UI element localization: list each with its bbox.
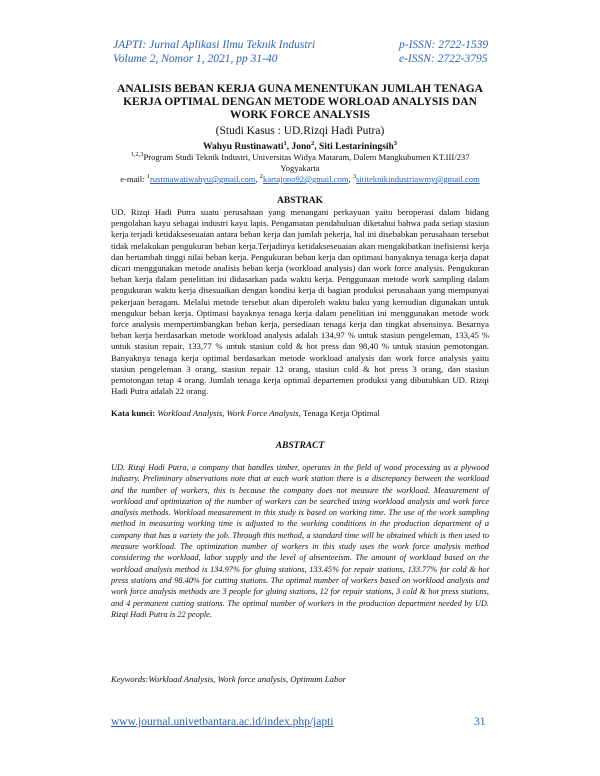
author-name: Siti Lestariningsih <box>319 142 394 153</box>
author-sup: 3 <box>393 140 397 147</box>
abstract-heading: ABSTRACT <box>275 441 325 451</box>
email-link-2[interactable]: kartajono92@gmail.com <box>263 173 349 184</box>
title-line: KERJA OPTIMAL DENGAN METODE WORLOAD ANALYSIS DAN <box>123 96 477 108</box>
journal-header-right <box>399 38 488 66</box>
kata-kunci-terms: Workload Analysis, Work Force Analysis, <box>157 408 301 418</box>
email-label: e-mail: <box>120 173 147 184</box>
journal-volume: Volume 2, Nomor 1, 2021, pp 31-40 <box>113 53 278 65</box>
case-study: (Studi Kasus : UD.Rizqi Hadi Putra) <box>215 125 385 137</box>
keywords-label: Keywords: <box>111 674 149 684</box>
email-sup: 1 <box>146 173 150 180</box>
abstrak-heading: ABSTRAK <box>277 196 323 206</box>
affiliation-city: Yogyakarta <box>280 162 320 173</box>
email-sup: 2 <box>259 173 264 180</box>
pissn: p-ISSN: 2722-1539 <box>399 39 489 51</box>
title-line: WORK FORCE ANALYSIS <box>229 109 371 121</box>
email-sup: 3 <box>352 173 357 180</box>
paper-title <box>100 83 500 122</box>
page-number: 31 <box>474 716 486 728</box>
email-line: e-mail: $^1$rustinawatiwahyu@gmail.com, $^2$kartajono92@gmail.com, $^3$sititeknikindustriawmy@gmail.com <box>120 173 480 184</box>
journal-header-left <box>113 38 315 66</box>
abstrak-body: UD. Rizqi Hadi Putra suatu perusahaan yang menangani perkayuan yaitu beroperasi dalam bidang pengolahan kayu sebagai industri kayu lapis. Pengamatan pendahuluan diketahui bahwa pada setiap stasiun kerja terjadi ketidakseseuaian antara beban kerja dan jumlah pekerja, hal ini disebabkan perusahaan tersebut tidak melakukan pengukuran beban kerja.Terjadinya ketidakseseuaian akan mengakibatkan inefisiensi kerja dan bertambah tinggi nilai beban kerja. Pengukuran beban kerja dan optimasi banyaknya tenaga kerja dapat dicari menggunakan metode analisis beban kerja (workload analysis) dan work force analysis. Pengukuran beban kerja dalam penelitian ini didasarkan pada waktu kerja. Penggunaan metode work sampling dalam pengukuran waktu kerja disesuaikan dengan kondisi kerja di bagian produksi perusahaan yang mempunyai pekerjaan beragam. Melalui metode tersebut akan diperoleh waktu baku yang kemudian digunakan untuk mengukur beban kerja. Optimasi bayaknya tenaga kerja dalam penelitian ini menggunakan metode work force analysis mempertimbangkan beban kerja, persediaan tenaga kerja dan tingkat absensinya. Besarnya beban kerja berdasarkan metode workload analysis adalah 134,97 % untuk stasiun pengeleman, 133,45 % untuk stasiun repair, 133,77 % untuk stasiun cold & hot press dan 98,40 % untuk stasiun pemotongan. Banyaknya tenaga kerja optimal berdasarkan metode workload analysis dan work force analysis yaitu stasiun pengeleman 3 orang, stasiun repair 12 orang, stasiun cold & hot press 3 orang, dan stasiun pemotongan tetap 4 orang. Jumlah tenaga kerja optimal departemen produksi yang dibutuhkan UD. Rizqi Hadi Putra adalah 22 orang. <box>111 207 489 397</box>
author-name: Jono <box>291 142 312 153</box>
author-list: Wahyu Rustinawati$^1$, Jono$^2$, Siti Lestariningsih$^3$ <box>202 140 397 153</box>
keywords <box>111 674 489 685</box>
keywords-terms: Workload Analysis, Work force analysis, Optimum Labor <box>148 674 347 684</box>
kata-kunci <box>111 408 489 419</box>
abstract-body: UD. Rizqi Hadi Putra, a company that handles timber, operates in the field of wood processing as a plywood industry. Preliminary observations note that at each work station there is a discrepancy between the workload and the number of workers, this is because the company does not measure the workload. Measurement of workload and optimization of the number of workers can be searched using workload analysis and work force analysis methods. Workload measurement in this study is based on working time. The use of the work sampling method in measuring working time is adjusted to the working conditions in the production department of a company that has a variety the job. Through this method, a standard time will be obtained which is then used to measure workload. The optimization number of workers in this study uses the work force analysis method considering the workload, labor supply and the level of absenteeism. The amount of workload based on the workload analysis method is 134.97% for gluing stations, 133.45% for repair stations, 133.77% for cold & hot press stations and 98.40% for cutting stations. The optimal number of workers based on workload analysis and work force analysis methods are 3 people for gluing stations, 12 for repair stations, 3 cold & hot press stations, and 4 permanent cutting stations. The optimal number of workers in the production department needed by UD. Rizqi Hadi Putra is 22 people. <box>111 463 489 619</box>
kata-kunci-label: Kata kunci: <box>111 408 156 418</box>
author-name: Wahyu Rustinawati <box>202 142 284 153</box>
kata-kunci-plain: Tenaga Kerja Optimal <box>300 408 380 418</box>
title-line: ANALISIS BEBAN KERJA GUNA MENENTUKAN JUMLAH TENAGA <box>117 83 483 95</box>
journal-name: JAPTI: Jurnal Aplikasi Ilmu Teknik Industri <box>113 39 316 51</box>
email-link-1[interactable]: rustinawatiwahyu@gmail.com <box>149 173 256 184</box>
journal-url-link[interactable]: www.journal.univetbantara.ac.id/index.php/japti <box>111 716 334 728</box>
eissn: e-ISSN: 2722-3795 <box>399 53 488 65</box>
affiliation-sup: 1,2,3 <box>130 151 144 158</box>
affiliation-text: Program Studi Teknik Industri, Universitas Widya Mataram, Dalem Mangkubumen KT.III/237 <box>143 151 470 162</box>
email-link-3[interactable]: sititeknikindustriawmy@gmail.com <box>356 173 480 184</box>
author-sup: 2 <box>311 140 315 147</box>
author-sup: 1 <box>283 140 287 147</box>
